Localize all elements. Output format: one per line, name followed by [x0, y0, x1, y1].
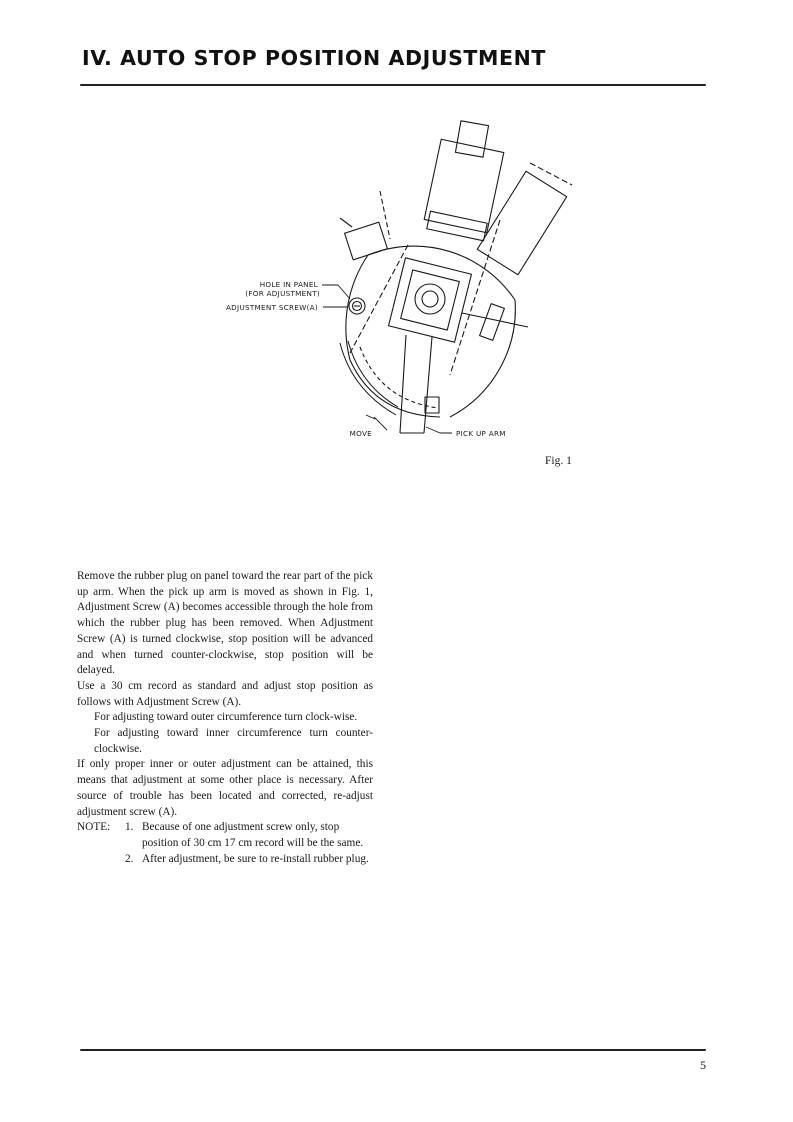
standard-paragraph: Use a 30 cm record as standard and adjust stop position as follows with Adjustment Screw (A).	[77, 679, 373, 708]
tonearm-drawing	[200, 115, 600, 445]
note-list	[125, 820, 373, 867]
lift-tab	[340, 218, 352, 227]
note-text: Because of one adjustment screw only, stop position of 30 cm 17 cm record will be the same.	[142, 821, 364, 849]
section-title: IV. AUTO STOP POSITION ADJUSTMENT	[82, 46, 546, 70]
gimbal-housing	[389, 258, 472, 342]
instructions-body	[77, 569, 373, 867]
footer-rule	[80, 1049, 706, 1051]
arm-tube-right	[424, 337, 432, 433]
lift-lever-block	[345, 222, 388, 260]
note-item	[125, 852, 373, 868]
pivot-center	[422, 291, 438, 307]
anti-skate-rod	[462, 313, 528, 327]
note-item	[125, 820, 373, 851]
tonearm-diagram	[200, 115, 600, 445]
anti-skate-block	[480, 304, 505, 341]
move-leader	[374, 417, 387, 430]
base-circle-outline	[368, 246, 515, 417]
outer-instruction: For adjusting toward outer circumference turn clock-wise.	[94, 711, 358, 724]
hole-label-line2: (FOR ADJUSTMENT)	[245, 289, 320, 298]
cue-arc-inner	[348, 341, 398, 407]
note-number: 2.	[125, 852, 134, 865]
move-label: MOVE	[349, 429, 372, 438]
arm-rest-block	[477, 171, 566, 274]
note-block	[77, 820, 373, 867]
header-rule	[80, 84, 706, 86]
note-label: NOTE:	[77, 821, 111, 834]
inner-instruction: For adjusting toward inner circumference turn counter-clockwise.	[94, 727, 373, 755]
trouble-paragraph: If only proper inner or outer adjustment can be attained, this means that adjustment at some other place is necessary. After source of trouble has been located and corrected, re-adjust adjustment screw (A).	[77, 758, 373, 818]
page-number: 5	[700, 1058, 706, 1072]
counterweight-cap	[455, 121, 488, 157]
arm-leader	[426, 427, 452, 433]
intro-paragraph: Remove the rubber plug on panel toward the rear part of the pick up arm. When the pick up arm is moved as shown in Fig. 1, Adjustment Screw (A) becomes accessible through the hole from which the rubber plug has been removed. When Adjustment Screw (A) is turned clockwise, stop position will be advanced and when turned counter-clockwise, stop position will be delayed.	[77, 570, 373, 677]
construction-line-b	[350, 245, 408, 353]
move-arrow-head	[366, 415, 375, 419]
pivot-bearing	[415, 284, 445, 314]
note-number: 1.	[125, 821, 134, 834]
hole-label-line1: HOLE IN PANEL	[259, 280, 318, 289]
screw-label: ADJUSTMENT SCREW(A)	[225, 303, 318, 312]
arm-tube-left	[400, 335, 406, 433]
arm-label: PICK UP ARM	[456, 429, 506, 438]
figure-caption: Fig. 1	[545, 455, 572, 467]
gimbal-inner	[401, 270, 460, 330]
hole-leader	[322, 285, 350, 299]
note-text: After adjustment, be sure to re-install rubber plug.	[142, 852, 369, 865]
arm-rest-guide	[530, 163, 572, 185]
construction-line-a	[450, 220, 500, 375]
